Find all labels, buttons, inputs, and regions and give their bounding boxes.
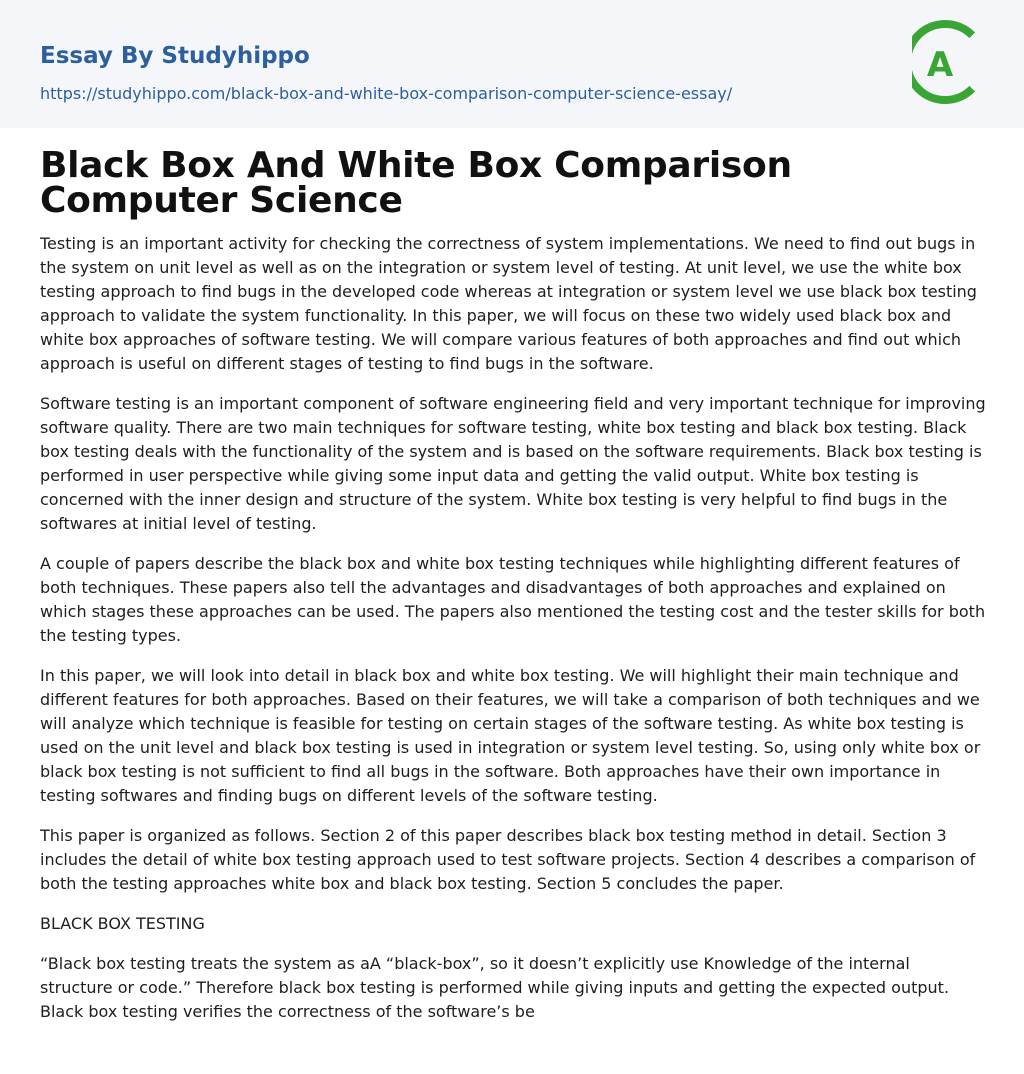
paragraph-software-testing: Software testing is an important component of software engineering field and very important technique for improving software quality. There are two main techniques for software testing, white box testing and black box testing. Black box testing deals with the functionality of the system and is based on the software requirements. Black box testing is performed in user perspective while giving some input data and getting the valid output. White box testing is concerned with the inner design and structure of the system. White box testing is very helpful to find bugs in the softwares at initial level of testing. [40,394,986,533]
paragraph-organization: This paper is organized as follows. Section 2 of this paper describes black box testing method in detail. Section 3 includes the detail of white box testing approach used to test software projects. Section 4 describes a comparison of both the testing approaches white box and black box testing. Section 5 concludes the paper. [40,826,976,893]
paragraph-intro: Testing is an important activity for checking the correctness of system implementations. We need to find out bugs in the system on unit level as well as on the integration or system level of testing. At unit level, we use the white box testing approach to find bugs in the developed code whereas at integration or system level we use black box testing approach to validate the system functionality. In this paper, we will focus on these two widely used black box and white box approaches of software testing. We will compare various features of both approaches and find out which approach is useful on different stages of testing to find bugs in the software. [40,234,977,373]
logo-letter: A [926,45,954,85]
paragraph-black-box-definition: “Black box testing treats the system as aA “black-box”, so it doesn’t explicitly use Knowledge of the internal structure or code.” Therefore black box testing is performed while giving inputs and getting the expected output. Black box testing verifies the correctness of the software’s be [40,954,950,1021]
article-body [40,145,986,1040]
studyhippo-logo-icon[interactable] [912,19,986,105]
paragraph-paper-focus: In this paper, we will look into detail in black box and white box testing. We will highlight their main technique and different features for both approaches. Based on their features, we will take a comparison of both techniques and we will analyze which technique is feasible for testing on certain stages of the software testing. As white box testing is used on the unit level and black box testing is used in integration or system level testing. So, using only white box or black box testing is not sufficient to find all bugs in the software. Both approaches have their own importance in testing softwares and finding bugs on different levels of the software testing. [40,666,981,805]
article-url-link[interactable]: https://studyhippo.com/black-box-and-white-box-comparison-computer-science-essay/ [40,84,733,103]
paragraph-related-papers: A couple of papers describe the black box and white box testing techniques while highlighting different features of both techniques. These papers also tell the advantages and disadvantages of both approaches and explained on which stages these approaches can be used. The papers also mentioned the testing cost and the tester skills for both the testing types. [40,554,986,645]
site-brand[interactable]: Essay By Studyhippo [40,43,310,69]
site-header [0,0,1024,128]
article-title: Black Box And White Box Comparison Computer Science [40,145,792,221]
section-heading-black-box-testing: BLACK BOX TESTING [40,914,205,933]
